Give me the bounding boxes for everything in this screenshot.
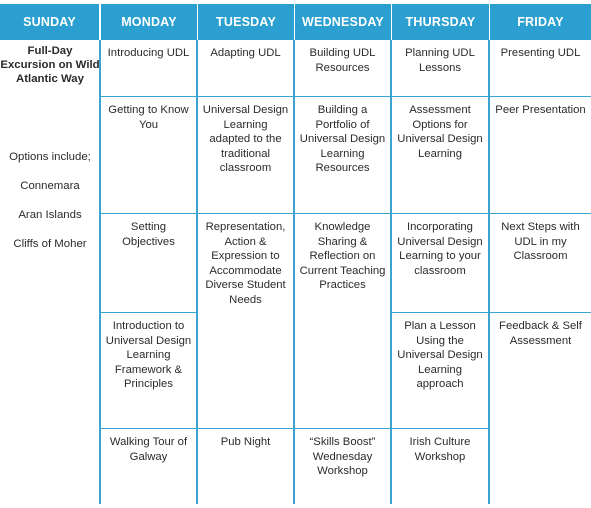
- session-text: Plan a Lesson Using the Universal Design Learning approach: [397, 320, 483, 391]
- session-cell: [101, 97, 196, 132]
- session-cell: [101, 429, 196, 464]
- session-cell: [198, 40, 293, 61]
- session-cell: [392, 97, 488, 161]
- session-cell: [392, 40, 488, 75]
- session-text: Building UDL Resources: [309, 47, 376, 74]
- session-text: Getting to Know You: [108, 104, 189, 131]
- session-text: Presenting UDL: [500, 47, 581, 59]
- session-cell: [392, 313, 488, 392]
- sunday-option: Cliffs of Moher: [13, 238, 87, 250]
- session-text: Knowledge Sharing & Reflection on Current Teaching Practices: [299, 221, 386, 292]
- session-text: Incorporating Universal Design Learning to your classroom: [397, 221, 483, 277]
- sunday-excursion-title: Full-Day Excursion on Wild Atlantic Way: [0, 45, 100, 86]
- session-cell: [295, 97, 390, 176]
- session-cell: [490, 97, 591, 118]
- session-text: Feedback & Self Assessment: [499, 320, 582, 347]
- session-cell: [392, 214, 488, 278]
- session-text: Introducing UDL: [107, 47, 190, 59]
- sunday-option: Aran Islands: [18, 209, 82, 221]
- session-text: Representation, Action & Expression to Accommodate Diverse Student Needs: [205, 221, 286, 306]
- session-text: Adapting UDL: [210, 47, 281, 59]
- session-text: Planning UDL Lessons: [405, 47, 475, 74]
- header-thursday: THURSDAY: [392, 4, 489, 40]
- session-cell: [101, 313, 196, 392]
- header-sunday: SUNDAY: [0, 4, 99, 40]
- session-cell: [490, 40, 591, 61]
- session-cell: [101, 40, 196, 61]
- sunday-option: Connemara: [20, 180, 80, 192]
- header-wednesday: WEDNESDAY: [295, 4, 391, 40]
- session-text: Peer Presentation: [495, 104, 586, 116]
- session-cell: [198, 97, 293, 176]
- session-cell: [101, 214, 196, 249]
- session-text: Introduction to Universal Design Learning Framework & Principles: [105, 320, 192, 391]
- session-cell: [490, 313, 591, 348]
- session-text: Walking Tour of Galway: [109, 436, 188, 463]
- schedule-table: [0, 4, 591, 504]
- header-monday: MONDAY: [101, 4, 197, 40]
- session-text: “Skills Boost” Wednesday Workshop: [309, 436, 376, 478]
- session-text: Pub Night: [220, 436, 271, 448]
- header-tuesday: TUESDAY: [198, 4, 294, 40]
- session-cell: [295, 429, 390, 479]
- session-text: Universal Design Learning adapted to the traditional classroom: [202, 104, 289, 175]
- session-text: Assessment Options for Universal Design Learning: [397, 104, 483, 160]
- session-cell: [198, 214, 293, 308]
- session-cell: [490, 214, 591, 264]
- session-text: Irish Culture Workshop: [409, 436, 471, 463]
- session-cell: [295, 214, 390, 293]
- session-cell: [295, 40, 390, 75]
- session-cell: [392, 429, 488, 464]
- session-text: Next Steps with UDL in my Classroom: [501, 221, 580, 263]
- header-friday: FRIDAY: [490, 4, 591, 40]
- session-text: Building a Portfolio of Universal Design Learning Resources: [299, 104, 386, 175]
- session-cell: [198, 429, 293, 450]
- sunday-options-heading: Options include;: [9, 151, 91, 163]
- session-text: Setting Objectives: [122, 221, 175, 248]
